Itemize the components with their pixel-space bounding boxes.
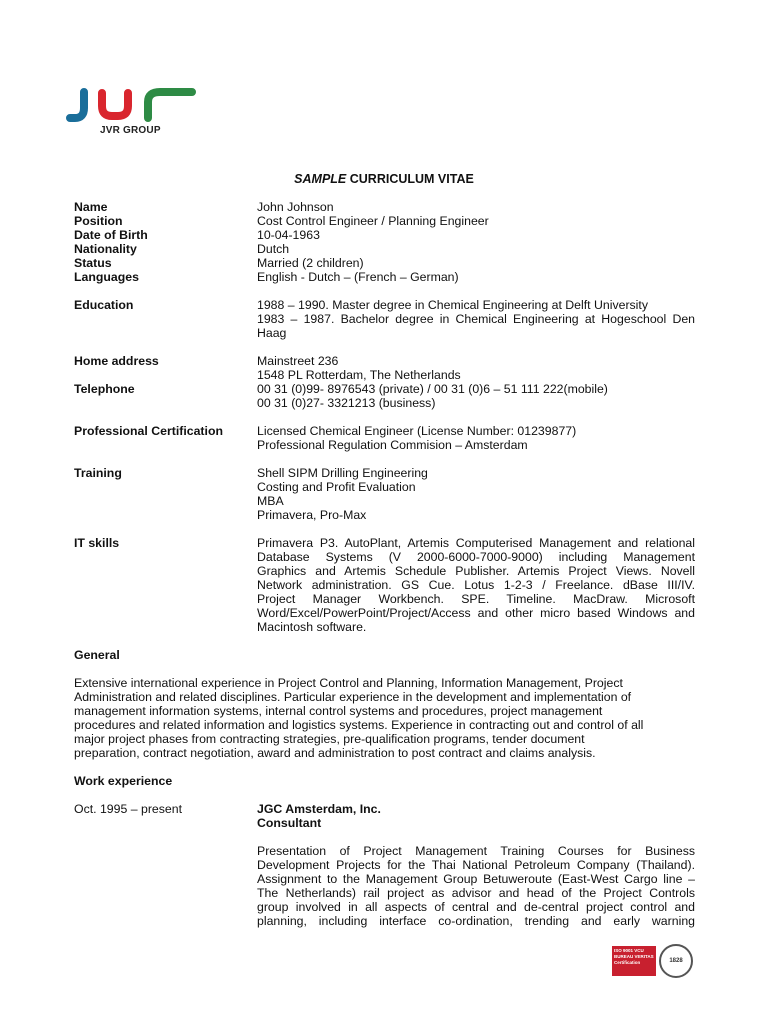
- name-value: John Johnson: [257, 200, 334, 214]
- work-line: Development Projects for the Thai National Petroleum Company (Thailand).: [257, 858, 695, 872]
- training-line: Shell SIPM Drilling Engineering: [257, 466, 428, 480]
- status-value: Married (2 children): [257, 256, 364, 270]
- languages-value: English - Dutch – (French – German): [257, 270, 459, 284]
- document-title: SAMPLE CURRICULUM VITAE: [294, 172, 474, 186]
- certification-value: [257, 424, 695, 452]
- general-line: preparation, contract negotiation, award and administration to post contract and claims analysis.: [74, 746, 596, 760]
- certification-line: Professional Regulation Commision – Amsterdam: [257, 438, 528, 452]
- nationality-value: Dutch: [257, 242, 290, 256]
- education-line: 1983 – 1987. Bachelor degree in Chemical Engineering at Hogeschool Den: [257, 312, 695, 326]
- general-heading: General: [74, 648, 120, 662]
- nationality-label: Nationality: [74, 242, 137, 256]
- work-line: Assignment to the Management Group Betuweroute (East-West Cargo line –: [257, 872, 695, 886]
- certification-label-box: ISO 9001 VCU BUREAU VERITAS Certification: [612, 946, 656, 976]
- telephone-line: 00 31 (0)27- 3321213 (business): [257, 396, 436, 410]
- it-skills-line: Primavera P3. AutoPlant, Artemis Computerised Management and relational: [257, 536, 695, 550]
- general-line: procedures and related information and logistics systems. Experience in contracting out and control of all: [74, 718, 644, 732]
- education-line: Haag: [257, 326, 287, 340]
- name-label: Name: [74, 200, 108, 214]
- bureau-veritas-seal-icon: 1828: [659, 944, 693, 978]
- training-label: Training: [74, 466, 122, 480]
- address-line: 1548 PL Rotterdam, The Netherlands: [257, 368, 461, 382]
- training-value: [257, 466, 695, 522]
- bureau-veritas-certification-badge: [612, 944, 698, 980]
- it-skills-value: [257, 536, 695, 634]
- telephone-line: 00 31 (0)99- 8976543 (private) / 00 31 (0)6 – 51 111 222(mobile): [257, 382, 608, 396]
- logo-text: JVR GROUP: [100, 125, 161, 136]
- general-line: major project phases from contracting strategies, pre-qualification programs, tender document: [74, 732, 585, 746]
- training-line: MBA: [257, 494, 284, 508]
- home-address-label: Home address: [74, 354, 159, 368]
- it-skills-line: Graphics and Artemis Schedule Publisher. Artemis Project Views. Novell: [257, 564, 695, 578]
- general-line: management information systems, internal control systems and procedures, project management: [74, 704, 603, 718]
- position-value: Cost Control Engineer / Planning Engineer: [257, 214, 489, 228]
- work-description: [257, 844, 695, 928]
- telephone-value: [257, 382, 695, 410]
- work-line: group involved in all aspects of central and de-central project control and: [257, 900, 695, 914]
- it-skills-line: Macintosh software.: [257, 620, 367, 634]
- general-line: Administration and related disciplines. Particular experience in the development and implementation of: [74, 690, 632, 704]
- home-address-value: [257, 354, 695, 382]
- work-line: The Netherlands) rail project as advisor and head of the Project Controls: [257, 886, 695, 900]
- address-line: Mainstreet 236: [257, 354, 339, 368]
- work-period: Oct. 1995 – present: [74, 802, 183, 816]
- work-line: planning, including interface co-ordination, trending and early warning: [257, 914, 695, 928]
- general-line: Extensive international experience in Project Control and Planning, Information Management, Project: [74, 676, 623, 690]
- it-skills-label: IT skills: [74, 536, 120, 550]
- work-role: Consultant: [257, 816, 322, 830]
- education-value: [257, 298, 695, 340]
- dob-value: 10-04-1963: [257, 228, 320, 242]
- general-paragraph: [74, 676, 695, 760]
- languages-label: Languages: [74, 270, 139, 284]
- training-line: Primavera, Pro-Max: [257, 508, 367, 522]
- work-company: JGC Amsterdam, Inc.: [257, 802, 381, 816]
- telephone-label: Telephone: [74, 382, 135, 396]
- it-skills-line: Project Manager Workbench. SPE. Timeline. MacDraw. Microsoft: [257, 592, 695, 606]
- certification-line: Licensed Chemical Engineer (License Number: 01239877): [257, 424, 577, 438]
- work-experience-heading: Work experience: [74, 774, 173, 788]
- work-line: Presentation of Project Management Training Courses for Business: [257, 844, 695, 858]
- training-line: Costing and Profit Evaluation: [257, 480, 416, 494]
- position-label: Position: [74, 214, 123, 228]
- education-line: 1988 – 1990. Master degree in Chemical Engineering at Delft University: [257, 298, 648, 312]
- it-skills-line: Database Systems (V 2000-6000-7000-9000) including Management: [257, 550, 695, 564]
- dob-label: Date of Birth: [74, 228, 148, 242]
- certification-label: Professional Certification: [74, 424, 223, 438]
- status-label: Status: [74, 256, 112, 270]
- education-label: Education: [74, 298, 134, 312]
- it-skills-line: Word/Excel/PowerPoint/Project/Access and other micro based Windows and: [257, 606, 695, 620]
- it-skills-line: Network administration. GS Cue. Lotus 1-2-3 / Freelance. dBase III/IV.: [257, 578, 695, 592]
